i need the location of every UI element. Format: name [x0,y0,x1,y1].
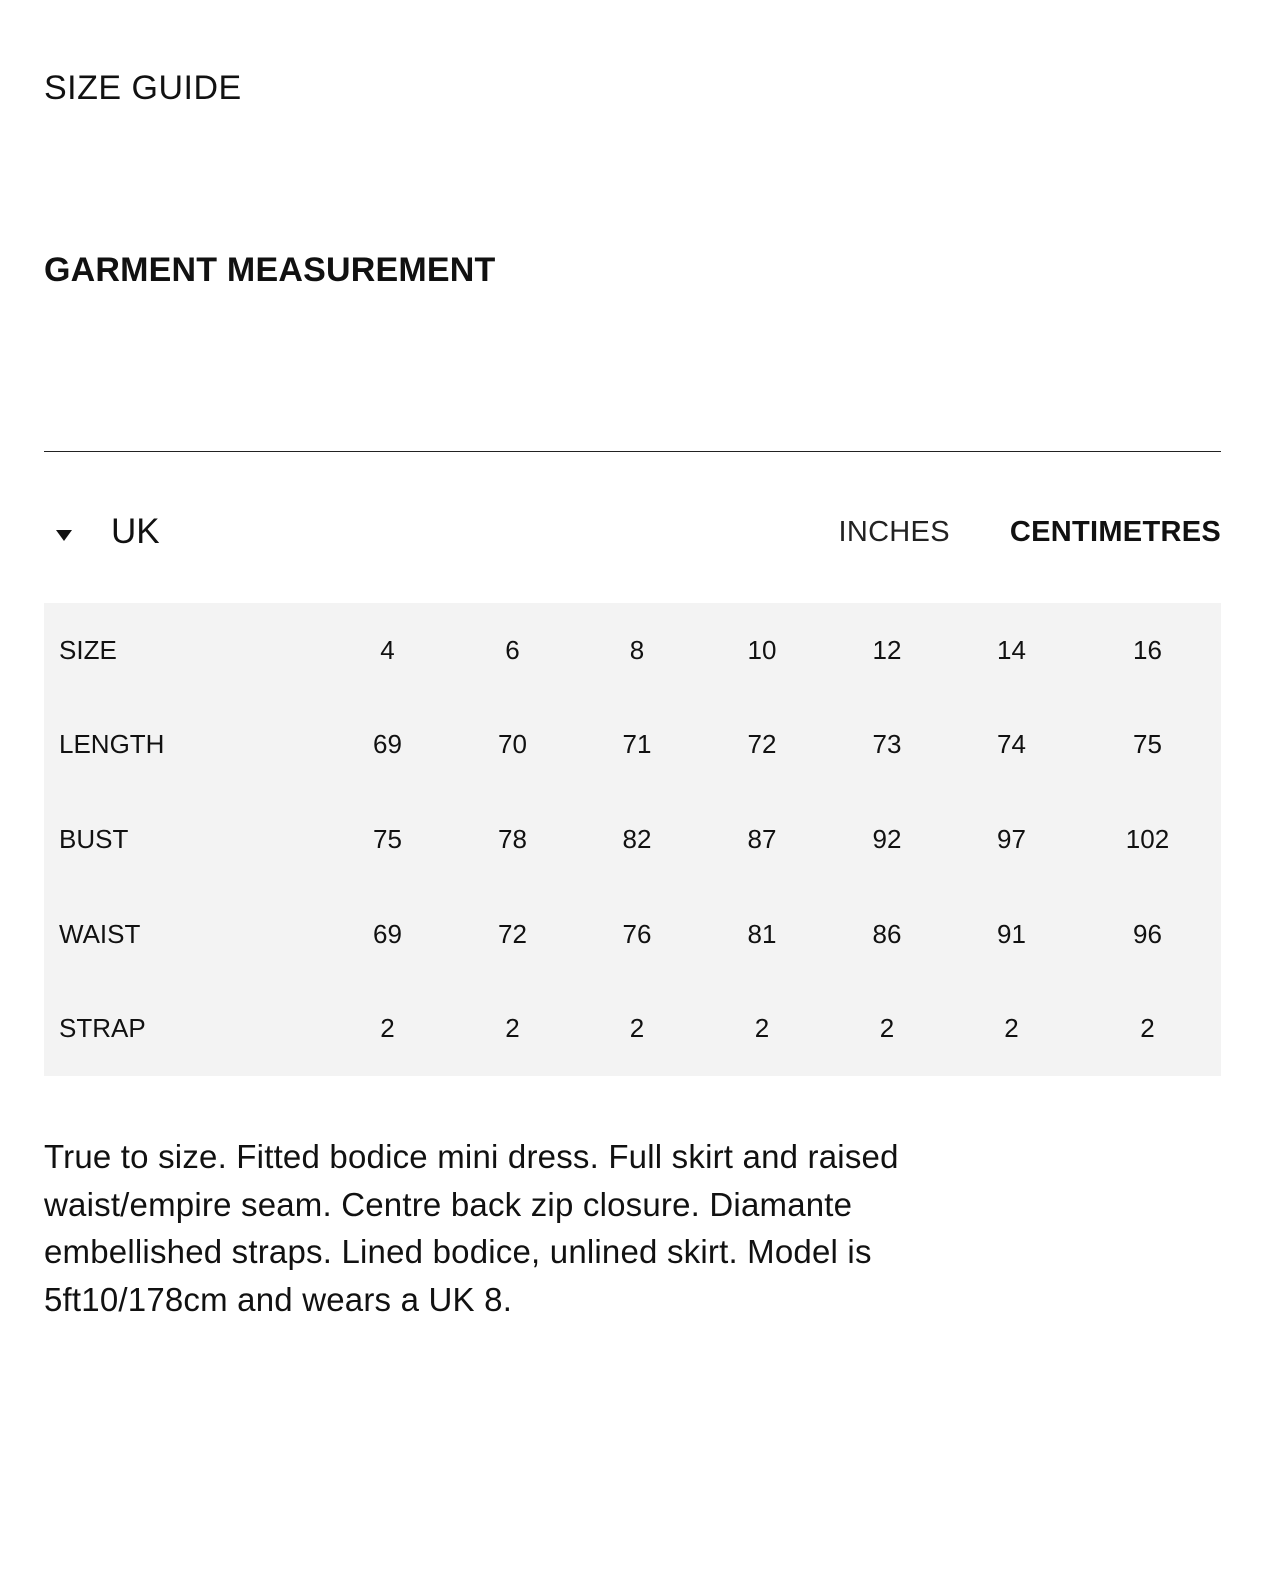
row-label: LENGTH [59,729,165,760]
row-label: WAIST [59,918,141,949]
table-cell: 72 [498,918,527,949]
table-cell: 69 [373,918,402,949]
unit-centimetres-button[interactable]: CENTIMETRES [1009,516,1221,548]
table-cell: 2 [754,1013,770,1044]
product-description: True to size. Fitted bodice mini dress. Full skirt and raised waist/empire seam. Centre back zip closure. Diamante embellished straps. Lined bodice, unlined skirt. Model is 5ft10/178cm and wears a UK 8. [44,1138,899,1318]
table-cell: 96 [1133,918,1162,949]
table-cell: 75 [373,823,402,854]
table-cell: 2 [505,1013,520,1044]
table-row [44,698,1221,793]
size-table [44,603,1221,1076]
table-cell: 72 [747,729,777,760]
region-label: UK [111,512,160,551]
row-label: SIZE [59,634,117,665]
table-cell: 74 [997,729,1026,760]
table-cell: 102 [1125,823,1170,854]
table-cell: 78 [498,823,527,854]
table-cell: 82 [622,823,652,854]
table-cell: 71 [622,729,652,760]
table-cell: 86 [872,918,902,949]
table-cell: 12 [872,634,902,665]
size-table-grid [44,603,1221,1076]
table-cell: 75 [1133,729,1162,760]
section-heading: GARMENT MEASUREMENT [44,251,496,289]
caret-down-icon [56,530,72,541]
divider [44,451,1221,452]
table-row [44,981,1221,1076]
table-cell: 2 [1004,1013,1019,1044]
table-cell: 76 [622,918,652,949]
table-cell: 2 [1140,1013,1155,1044]
table-cell: 97 [997,823,1026,854]
table-cell: 8 [629,634,645,665]
table-cell: 81 [747,918,777,949]
table-cell: 16 [1133,634,1162,665]
table-cell: 92 [872,823,902,854]
region-select[interactable] [56,510,160,554]
table-cell: 10 [747,634,777,665]
table-row [44,603,1221,698]
table-cell: 70 [498,729,527,760]
row-label: BUST [59,823,129,854]
table-cell: 2 [629,1013,645,1044]
table-cell: 6 [505,634,520,665]
unit-inches-button[interactable]: INCHES [838,516,950,548]
row-label: STRAP [59,1013,146,1044]
table-row [44,887,1221,982]
table-cell: 91 [997,918,1026,949]
table-cell: 14 [997,634,1026,665]
table-cell: 69 [373,729,402,760]
table-cell: 73 [872,729,902,760]
table-row [44,792,1221,887]
table-cell: 87 [747,823,777,854]
unit-toggle [838,510,1221,554]
page-title: SIZE GUIDE [44,69,242,107]
table-cell: 4 [380,634,395,665]
table-cell: 2 [380,1013,395,1044]
table-cell: 2 [879,1013,895,1044]
